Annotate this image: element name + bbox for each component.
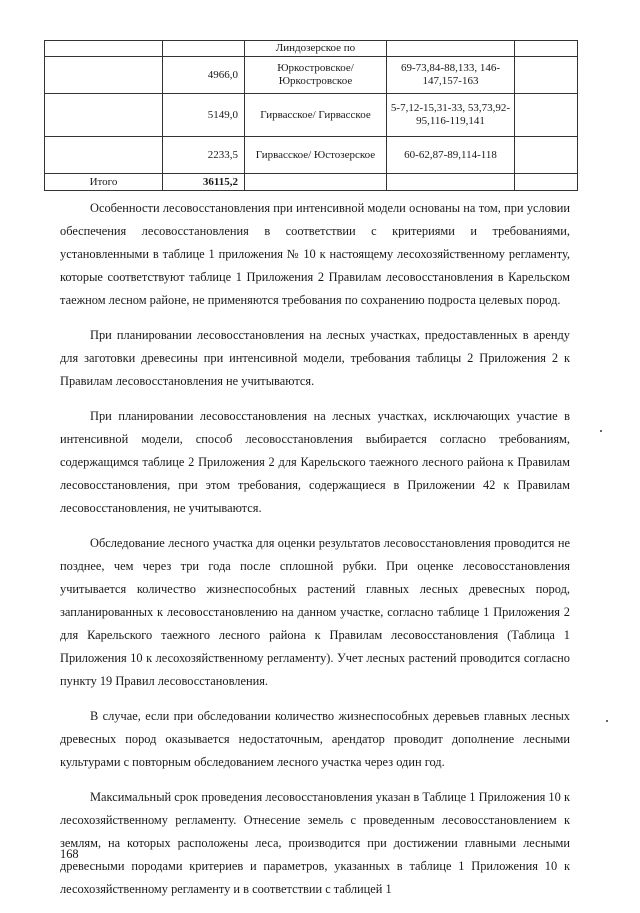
table-cell-quarters: 69-73,84-88,133, 146-147,157-163: [387, 57, 515, 94]
body-text: [60, 197, 570, 913]
paragraph: При планировании лесовосстановления на лесных участках, предоставленных в аренду для заготовки древесины при интенсивной модели, требования таблицы 2 Приложения 2 к Правилам лесовосстановления не учитываются.: [60, 328, 570, 388]
table-total-row: [45, 174, 578, 191]
table-cell-quarters: 60-62,87-89,114-118: [387, 137, 515, 174]
table-cell-quarters: 5-7,12-15,31-33, 53,73,92-95,116-119,141: [387, 94, 515, 137]
scan-speck: [600, 430, 602, 432]
table-cell: [387, 174, 515, 191]
table-cell-quarters: [387, 41, 515, 57]
table-row: [45, 57, 578, 94]
table-row: [45, 41, 578, 57]
table-cell: [515, 94, 578, 137]
table-cell: [515, 137, 578, 174]
table-cell-area: 2233,5: [163, 137, 245, 174]
table-cell-forestry: Гирвасское/ Юстозерское: [245, 137, 387, 174]
paragraph: Особенности лесовосстановления при интенсивной модели основаны на том, при условии обеспечения лесовосстановления в соответствии с критериями и требованиями, установленными в таблице 1 приложения № 10 к настоящему лесохозяйственному регламенту, которые соответствуют таблице 1 Приложения 2 Правилам лесовосстановления в Карельском таежном лесном районе, не применяются требования по сохранению подроста целевых пород.: [60, 201, 570, 307]
table-cell-forestry: Юркостровское/ Юркостровское: [245, 57, 387, 94]
total-label: Итого: [45, 174, 163, 191]
paragraph: При планировании лесовосстановления на лесных участках, исключающих участие в интенсивной модели, способ лесовосстановления выбирается согласно требованиям, содержащимся таблице 2 Приложения 2 для Карельского таежного лесного района к Правилам лесовосстановления, при этом требования, содержащиеся в Приложении 42 к Правилам лесовосстановления, не учитываются.: [60, 409, 570, 515]
table-cell: [515, 174, 578, 191]
table-cell: [245, 174, 387, 191]
table-cell: [45, 94, 163, 137]
table-cell-area: 5149,0: [163, 94, 245, 137]
table-cell: [45, 137, 163, 174]
table-row: [45, 137, 578, 174]
table-cell: [515, 57, 578, 94]
paragraph: В случае, если при обследовании количество жизнеспособных деревьев главных лесных древесных пород оказывается недостаточным, арендатор проводит дополнение лесными культурами с повторным обследованием лесного участка через один год.: [60, 709, 570, 769]
scan-speck: [606, 720, 608, 722]
table-cell-forestry: Линдозерское по: [245, 41, 387, 57]
table-cell: [45, 57, 163, 94]
table-cell-area: 4966,0: [163, 57, 245, 94]
table-cell: [515, 41, 578, 57]
paragraph: Максимальный срок проведения лесовосстановления указан в Таблице 1 Приложения 10 к лесохозяйственному регламенту. Отнесение земель с проведенным лесовосстановлением к землям, на которых расположены леса, производится при достижении главными лесными древесными породами критериев и параметров, указанных в таблице 1 Приложения 10 к лесохозяйственному регламенту и в соответствии с таблицей 1: [60, 790, 570, 896]
table-cell-forestry: Гирвасское/ Гирвасское: [245, 94, 387, 137]
paragraph: Обследование лесного участка для оценки результатов лесовосстановления проводится не позднее, чем через три года после сплошной рубки. При оценке лесовосстановления учитывается количество жизнеспособных растений главных лесных древесных пород, запланированных к лесовосстановлению на данном участке, согласно таблице 1 Приложения 2 для Карельского таежного лесного района к Правилам лесовосстановления (Таблица 1 Приложения 10 к лесохозяйственному регламенту). Учет лесных растений проводится согласно пункту 19 Правил лесовосстановления.: [60, 536, 570, 688]
table-cell: [45, 41, 163, 57]
table-cell-area: [163, 41, 245, 57]
page-number: 168: [60, 847, 79, 861]
table-row: [45, 94, 578, 137]
total-value: 36115,2: [163, 174, 245, 191]
forest-plots-table: [44, 40, 578, 191]
